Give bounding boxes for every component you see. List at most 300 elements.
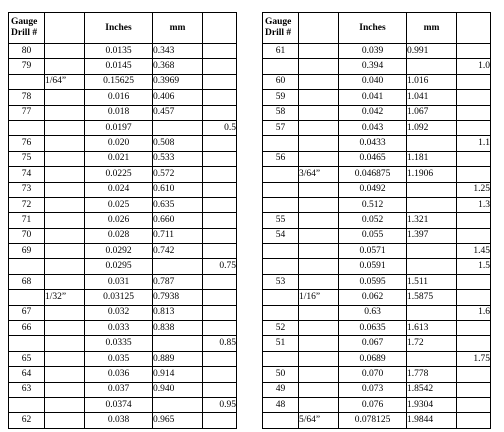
mm-cell: 1.778 <box>407 367 457 382</box>
mm-cell: 1.092 <box>407 120 457 135</box>
metric-drill-cell <box>203 151 237 166</box>
mm-cell: 1.9304 <box>407 397 457 412</box>
table-row <box>263 59 491 74</box>
table-row <box>263 367 491 382</box>
fraction-cell <box>45 351 85 366</box>
fraction-cell <box>299 105 339 120</box>
metric-drill-header <box>457 13 491 44</box>
fraction-cell: 1/16” <box>299 290 339 305</box>
table-row <box>9 182 237 197</box>
gauge-cell <box>9 336 45 351</box>
table-row <box>9 351 237 366</box>
table-row <box>263 290 491 305</box>
drill-table-right <box>262 12 491 429</box>
mm-cell: 1.9844 <box>407 413 457 428</box>
gauge-cell <box>263 351 299 366</box>
fraction-cell <box>45 197 85 212</box>
gauge-cell <box>263 136 299 151</box>
header-row <box>263 13 491 44</box>
table-row <box>9 59 237 74</box>
mm-cell: 1.613 <box>407 321 457 336</box>
gauge-cell: 52 <box>263 321 299 336</box>
gauge-cell <box>9 120 45 135</box>
fraction-header <box>299 13 339 44</box>
metric-drill-cell <box>457 105 491 120</box>
mm-cell: 1.181 <box>407 151 457 166</box>
inches-cell: 0.035 <box>85 351 153 366</box>
metric-drill-cell <box>203 321 237 336</box>
metric-drill-cell <box>203 305 237 320</box>
inches-cell: 0.0292 <box>85 244 153 259</box>
gauge-cell: 54 <box>263 228 299 243</box>
table-row <box>263 397 491 412</box>
metric-drill-cell <box>457 167 491 182</box>
mm-cell <box>407 351 457 366</box>
gauge-cell <box>263 413 299 428</box>
metric-drill-cell <box>203 213 237 228</box>
inches-cell: 0.0595 <box>339 274 407 289</box>
inches-cell: 0.0591 <box>339 259 407 274</box>
mm-cell <box>153 259 203 274</box>
table-row <box>263 74 491 89</box>
mm-cell: 0.610 <box>153 182 203 197</box>
metric-drill-cell <box>203 351 237 366</box>
inches-cell: 0.0689 <box>339 351 407 366</box>
table-row <box>9 259 237 274</box>
metric-drill-cell <box>457 290 491 305</box>
mm-cell <box>153 336 203 351</box>
inches-cell: 0.024 <box>85 182 153 197</box>
metric-drill-cell <box>203 290 237 305</box>
inches-cell: 0.0335 <box>85 336 153 351</box>
mm-cell: 1.72 <box>407 336 457 351</box>
inches-cell: 0.0197 <box>85 120 153 135</box>
gauge-header-line1: Gauge <box>11 17 38 27</box>
fraction-cell <box>299 351 339 366</box>
mm-header: mm <box>407 13 457 44</box>
inches-cell: 0.15625 <box>85 74 153 89</box>
inches-cell: 0.037 <box>85 382 153 397</box>
table-row <box>263 274 491 289</box>
gauge-cell: 64 <box>9 367 45 382</box>
table-row <box>9 167 237 182</box>
metric-drill-cell <box>203 90 237 105</box>
fraction-cell <box>45 274 85 289</box>
fraction-cell <box>45 321 85 336</box>
metric-drill-cell <box>457 151 491 166</box>
table-row <box>263 136 491 151</box>
inches-cell: 0.052 <box>339 213 407 228</box>
gauge-header-line2: Drill # <box>265 28 292 38</box>
table-row <box>9 136 237 151</box>
gauge-cell: 65 <box>9 351 45 366</box>
gauge-header <box>263 13 299 44</box>
mm-cell <box>407 305 457 320</box>
gauge-cell: 53 <box>263 274 299 289</box>
fraction-cell <box>45 259 85 274</box>
fraction-cell <box>299 321 339 336</box>
gauge-header <box>9 13 45 44</box>
mm-cell: 1.016 <box>407 74 457 89</box>
fraction-header <box>45 13 85 44</box>
gauge-cell: 67 <box>9 305 45 320</box>
fraction-cell <box>45 136 85 151</box>
table-row <box>263 151 491 166</box>
gauge-cell: 70 <box>9 228 45 243</box>
gauge-cell: 75 <box>9 151 45 166</box>
table-row <box>9 336 237 351</box>
gauge-cell: 78 <box>9 90 45 105</box>
gauge-cell: 73 <box>9 182 45 197</box>
fraction-cell <box>299 213 339 228</box>
fraction-cell: 5/64” <box>299 413 339 428</box>
metric-drill-cell: 1.1 <box>457 136 491 151</box>
inches-cell: 0.0571 <box>339 244 407 259</box>
metric-drill-cell <box>203 382 237 397</box>
inches-cell: 0.0635 <box>339 321 407 336</box>
gauge-header-line2: Drill # <box>11 28 38 38</box>
gauge-cell: 74 <box>9 167 45 182</box>
inches-cell: 0.0295 <box>85 259 153 274</box>
fraction-cell <box>45 44 85 59</box>
inches-cell: 0.020 <box>85 136 153 151</box>
mm-cell: 1.321 <box>407 213 457 228</box>
metric-drill-header <box>203 13 237 44</box>
table-row <box>263 305 491 320</box>
table-row <box>9 367 237 382</box>
table-body <box>9 44 237 429</box>
fraction-cell <box>299 397 339 412</box>
table-row <box>9 151 237 166</box>
gauge-cell: 80 <box>9 44 45 59</box>
mm-cell <box>407 244 457 259</box>
inches-cell: 0.512 <box>339 197 407 212</box>
inches-cell: 0.032 <box>85 305 153 320</box>
mm-cell <box>407 136 457 151</box>
inches-cell: 0.0225 <box>85 167 153 182</box>
inches-cell: 0.0374 <box>85 397 153 412</box>
inches-cell: 0.028 <box>85 228 153 243</box>
metric-drill-cell <box>457 213 491 228</box>
table-row <box>9 397 237 412</box>
gauge-cell <box>263 59 299 74</box>
inches-cell: 0.076 <box>339 397 407 412</box>
inches-cell: 0.0145 <box>85 59 153 74</box>
inches-cell: 0.070 <box>339 367 407 382</box>
fraction-cell <box>299 336 339 351</box>
gauge-cell <box>263 167 299 182</box>
table-row <box>9 90 237 105</box>
table-row <box>9 74 237 89</box>
mm-cell: 1.041 <box>407 90 457 105</box>
fraction-cell <box>45 213 85 228</box>
gauge-cell: 56 <box>263 151 299 166</box>
inches-cell: 0.033 <box>85 321 153 336</box>
gauge-cell: 60 <box>263 74 299 89</box>
table-row <box>263 44 491 59</box>
mm-cell: 1.397 <box>407 228 457 243</box>
mm-cell <box>407 259 457 274</box>
fraction-cell <box>299 136 339 151</box>
fraction-cell <box>299 74 339 89</box>
metric-drill-cell: 0.85 <box>203 336 237 351</box>
mm-cell <box>407 59 457 74</box>
metric-drill-cell <box>203 182 237 197</box>
gauge-cell: 69 <box>9 244 45 259</box>
header-row <box>9 13 237 44</box>
metric-drill-cell: 1.25 <box>457 182 491 197</box>
table-row <box>263 197 491 212</box>
mm-cell: 0.508 <box>153 136 203 151</box>
table-row <box>263 182 491 197</box>
mm-cell: 1.511 <box>407 274 457 289</box>
gauge-cell <box>263 259 299 274</box>
mm-cell: 1.8542 <box>407 382 457 397</box>
gauge-cell: 61 <box>263 44 299 59</box>
inches-cell: 0.025 <box>85 197 153 212</box>
metric-drill-cell: 0.5 <box>203 120 237 135</box>
fraction-cell: 1/64” <box>45 74 85 89</box>
metric-drill-cell <box>203 367 237 382</box>
table-row <box>263 120 491 135</box>
inches-cell: 0.039 <box>339 44 407 59</box>
metric-drill-cell <box>457 228 491 243</box>
inches-cell: 0.018 <box>85 105 153 120</box>
inches-cell: 0.0433 <box>339 136 407 151</box>
mm-cell: 0.838 <box>153 321 203 336</box>
table-row <box>9 120 237 135</box>
fraction-cell <box>299 274 339 289</box>
inches-cell: 0.042 <box>339 105 407 120</box>
table-row <box>263 321 491 336</box>
metric-drill-cell <box>457 382 491 397</box>
fraction-cell <box>299 197 339 212</box>
gauge-cell <box>263 305 299 320</box>
mm-cell: 0.914 <box>153 367 203 382</box>
fraction-cell: 3/64” <box>299 167 339 182</box>
table-row <box>9 290 237 305</box>
fraction-cell <box>45 59 85 74</box>
metric-drill-cell <box>457 274 491 289</box>
metric-drill-cell <box>457 44 491 59</box>
fraction-cell <box>45 120 85 135</box>
table-row <box>263 259 491 274</box>
inches-cell: 0.026 <box>85 213 153 228</box>
inches-cell: 0.0492 <box>339 182 407 197</box>
fraction-cell: 1/32” <box>45 290 85 305</box>
fraction-cell <box>45 182 85 197</box>
table-row <box>9 44 237 59</box>
metric-drill-cell: 0.75 <box>203 259 237 274</box>
metric-drill-cell <box>203 244 237 259</box>
table-row <box>9 321 237 336</box>
gauge-cell <box>9 397 45 412</box>
mm-cell: 0.711 <box>153 228 203 243</box>
mm-cell: 0.889 <box>153 351 203 366</box>
gauge-cell <box>9 74 45 89</box>
table-row <box>9 382 237 397</box>
fraction-cell <box>45 90 85 105</box>
metric-drill-cell <box>457 397 491 412</box>
fraction-cell <box>45 167 85 182</box>
inches-cell: 0.038 <box>85 413 153 428</box>
metric-drill-cell <box>203 413 237 428</box>
inches-cell: 0.073 <box>339 382 407 397</box>
inches-header: Inches <box>339 13 407 44</box>
gauge-cell: 51 <box>263 336 299 351</box>
metric-drill-cell: 1.0 <box>457 59 491 74</box>
fraction-cell <box>45 244 85 259</box>
metric-drill-cell <box>457 336 491 351</box>
fraction-cell <box>45 367 85 382</box>
inches-cell: 0.036 <box>85 367 153 382</box>
mm-cell: 0.3969 <box>153 74 203 89</box>
gauge-cell: 48 <box>263 397 299 412</box>
table-row <box>9 197 237 212</box>
metric-drill-cell: 1.6 <box>457 305 491 320</box>
metric-drill-cell <box>203 44 237 59</box>
inches-cell: 0.03125 <box>85 290 153 305</box>
inches-cell: 0.63 <box>339 305 407 320</box>
table-row <box>263 413 491 428</box>
fraction-cell <box>45 413 85 428</box>
drill-table-left <box>8 12 237 429</box>
mm-cell <box>407 182 457 197</box>
inches-cell: 0.394 <box>339 59 407 74</box>
table-row <box>263 382 491 397</box>
table-row <box>9 274 237 289</box>
mm-cell: 0.991 <box>407 44 457 59</box>
gauge-cell <box>263 182 299 197</box>
inches-cell: 0.041 <box>339 90 407 105</box>
mm-cell: 0.787 <box>153 274 203 289</box>
gauge-cell <box>263 197 299 212</box>
fraction-cell <box>299 151 339 166</box>
inches-cell: 0.055 <box>339 228 407 243</box>
mm-cell <box>153 397 203 412</box>
mm-cell <box>407 197 457 212</box>
inches-cell: 0.040 <box>339 74 407 89</box>
gauge-cell: 58 <box>263 105 299 120</box>
gauge-cell <box>9 290 45 305</box>
gauge-cell: 57 <box>263 120 299 135</box>
metric-drill-cell: 1.5 <box>457 259 491 274</box>
metric-drill-cell: 0.95 <box>203 397 237 412</box>
gauge-cell: 49 <box>263 382 299 397</box>
mm-cell: 0.813 <box>153 305 203 320</box>
mm-cell: 0.533 <box>153 151 203 166</box>
table-row <box>263 105 491 120</box>
inches-cell: 0.046875 <box>339 167 407 182</box>
metric-drill-cell <box>203 136 237 151</box>
mm-header: mm <box>153 13 203 44</box>
inches-cell: 0.0135 <box>85 44 153 59</box>
metric-drill-cell <box>203 105 237 120</box>
fraction-cell <box>45 382 85 397</box>
metric-drill-cell <box>203 228 237 243</box>
gauge-cell: 66 <box>9 321 45 336</box>
table-row <box>263 244 491 259</box>
inches-header: Inches <box>85 13 153 44</box>
metric-drill-cell <box>203 59 237 74</box>
fraction-cell <box>299 367 339 382</box>
inches-cell: 0.043 <box>339 120 407 135</box>
table-row <box>263 167 491 182</box>
fraction-cell <box>299 228 339 243</box>
mm-cell: 0.457 <box>153 105 203 120</box>
metric-drill-cell <box>203 274 237 289</box>
fraction-cell <box>299 90 339 105</box>
inches-cell: 0.031 <box>85 274 153 289</box>
inches-cell: 0.0465 <box>339 151 407 166</box>
gauge-cell: 62 <box>9 413 45 428</box>
table-row <box>9 228 237 243</box>
table-row <box>9 105 237 120</box>
table-body <box>263 44 491 429</box>
inches-cell: 0.062 <box>339 290 407 305</box>
gauge-cell: 77 <box>9 105 45 120</box>
table-row <box>9 413 237 428</box>
fraction-cell <box>299 244 339 259</box>
gauge-header-line1: Gauge <box>265 17 292 27</box>
fraction-cell <box>45 397 85 412</box>
fraction-cell <box>45 151 85 166</box>
fraction-cell <box>45 336 85 351</box>
gauge-cell <box>263 290 299 305</box>
table-row <box>9 244 237 259</box>
table-row <box>263 213 491 228</box>
gauge-cell: 63 <box>9 382 45 397</box>
metric-drill-cell <box>457 367 491 382</box>
metric-drill-cell <box>457 413 491 428</box>
gauge-cell: 76 <box>9 136 45 151</box>
mm-cell: 0.406 <box>153 90 203 105</box>
gauge-cell: 71 <box>9 213 45 228</box>
metric-drill-cell <box>203 167 237 182</box>
mm-cell <box>153 120 203 135</box>
metric-drill-cell <box>457 90 491 105</box>
gauge-cell: 79 <box>9 59 45 74</box>
inches-cell: 0.021 <box>85 151 153 166</box>
fraction-cell <box>299 120 339 135</box>
fraction-cell <box>299 305 339 320</box>
metric-drill-cell <box>457 321 491 336</box>
mm-cell: 1.067 <box>407 105 457 120</box>
table-row <box>263 351 491 366</box>
gauge-cell: 55 <box>263 213 299 228</box>
metric-drill-cell <box>457 74 491 89</box>
mm-cell: 0.572 <box>153 167 203 182</box>
inches-cell: 0.067 <box>339 336 407 351</box>
metric-drill-cell <box>203 74 237 89</box>
gauge-cell: 50 <box>263 367 299 382</box>
mm-cell: 0.742 <box>153 244 203 259</box>
mm-cell: 0.7938 <box>153 290 203 305</box>
gauge-cell: 72 <box>9 197 45 212</box>
table-row <box>9 213 237 228</box>
fraction-cell <box>299 259 339 274</box>
table-row <box>263 336 491 351</box>
mm-cell: 1.1906 <box>407 167 457 182</box>
fraction-cell <box>45 105 85 120</box>
fraction-cell <box>299 382 339 397</box>
mm-cell: 1.5875 <box>407 290 457 305</box>
table-row <box>9 305 237 320</box>
mm-cell: 0.660 <box>153 213 203 228</box>
gauge-cell <box>9 259 45 274</box>
metric-drill-cell: 1.3 <box>457 197 491 212</box>
gauge-cell: 68 <box>9 274 45 289</box>
